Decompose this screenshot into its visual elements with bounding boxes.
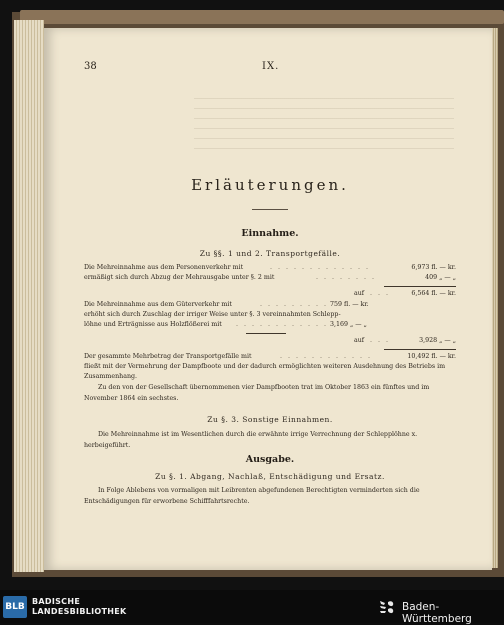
row-label: auf (354, 290, 365, 297)
einnahme-subheading-1: Zu §§. 1 und 2. Transportgefälle. (199, 249, 341, 258)
heading-rule (252, 209, 288, 210)
row-subamount: 759 fl. — kr. (330, 301, 369, 308)
library-name-line-1: BADISCHE (32, 597, 81, 606)
einnahme-title: Einnahme. (241, 228, 299, 239)
einnahme-subheading-2: Zu §. 3. Sonstige Einnahmen. (207, 415, 333, 424)
book-cover-edge (20, 10, 504, 24)
page-heading: Erläuterungen. (191, 176, 349, 194)
row-text: ermäßigt sich durch Abzug der Mehrausgabe unter §. 2 mit (84, 274, 275, 281)
einnahme-paragraph-2: Die Mehreinnahme ist im Wesentlichen durch die erwähnte irrige Verrechnung der Schlepplöhne x. herbeigeführt. (84, 431, 418, 449)
show-through-text (194, 98, 454, 158)
row-text: Die Mehreinnahme aus dem Personenverkehr mit (84, 264, 244, 271)
row-text: Die Mehreinnahme aus dem Güterverkehr mit (84, 301, 232, 308)
state-name[interactable]: Baden-Württemberg (402, 601, 472, 625)
row-text: fließt mit der Vermehrung der Dampfboote und der dadurch ermöglichten weiteren Ausdehnung des Betriebs im (84, 363, 446, 370)
row-text: erhöht sich durch Zuschlag der irriger Weise unter §. 3 vereinnahmten Schlepp- (84, 311, 341, 318)
library-name-line-2: LANDESBIBLIOTHEK (32, 607, 127, 616)
row-amount: 10,492 fl. — kr. (407, 353, 456, 360)
leader-dots: . . . (370, 337, 391, 344)
page-stack-left (14, 20, 44, 572)
ledger-row (84, 290, 456, 301)
library-name[interactable] (32, 597, 127, 617)
row-label: auf (354, 337, 365, 344)
ledger-row (84, 321, 456, 332)
leader-dots: . . . . . . . . . . . . (280, 353, 373, 360)
leader-dots: . . . . . . . . . . . . . (270, 264, 371, 271)
row-text: Der gesammte Mehrbetrag der Transportgefälle mit (84, 353, 252, 360)
leader-dots: . . . . . . . . . . . . (236, 321, 329, 328)
row-amount: 6,973 fl. — kr. (411, 264, 456, 271)
leader-dots: . . . . . . . . . (260, 301, 329, 308)
row-amount: 3,928 „ — „ (419, 337, 456, 344)
section-numeral: IX. (262, 61, 280, 72)
leader-dots: . . . . . . . . (316, 274, 377, 281)
sum-rule (246, 333, 286, 334)
row-text: löhne und Erträgnisse aus Holzflößerei mit (84, 321, 222, 328)
ledger-row (84, 337, 456, 348)
ausgabe-title: Ausgabe. (245, 454, 295, 465)
row-subamount: 3,169 „ — „ (330, 321, 367, 328)
page-number: 38 (84, 61, 97, 72)
einnahme-paragraph-1: Zu den von der Gesellschaft übernommenen vier Dampfbooten trat im Oktober 1863 ein fünftes und im November 1864 ein sechstes. (84, 384, 430, 402)
row-text: Zusammenhang. (84, 373, 138, 380)
sum-rule (384, 349, 456, 350)
ledger-row (84, 274, 456, 285)
coat-of-arms-icon[interactable] (378, 599, 396, 616)
row-amount: 409 „ — „ (425, 274, 456, 281)
sum-rule (384, 286, 456, 287)
blb-logo[interactable]: BLB (3, 596, 27, 618)
ausgabe-paragraph-1: In Folge Ablebens von vormaligen mit Leibrenten abgefundenen Berechtigten verminderten sich die Entschädigungen für erworbene Schifffahrtsrechte. (84, 487, 420, 505)
leader-dots: . . . (370, 290, 391, 297)
row-amount: 6,564 fl. — kr. (411, 290, 456, 297)
ausgabe-subheading-1: Zu §. 1. Abgang, Nachlaß, Entschädigung und Ersatz. (155, 472, 385, 481)
